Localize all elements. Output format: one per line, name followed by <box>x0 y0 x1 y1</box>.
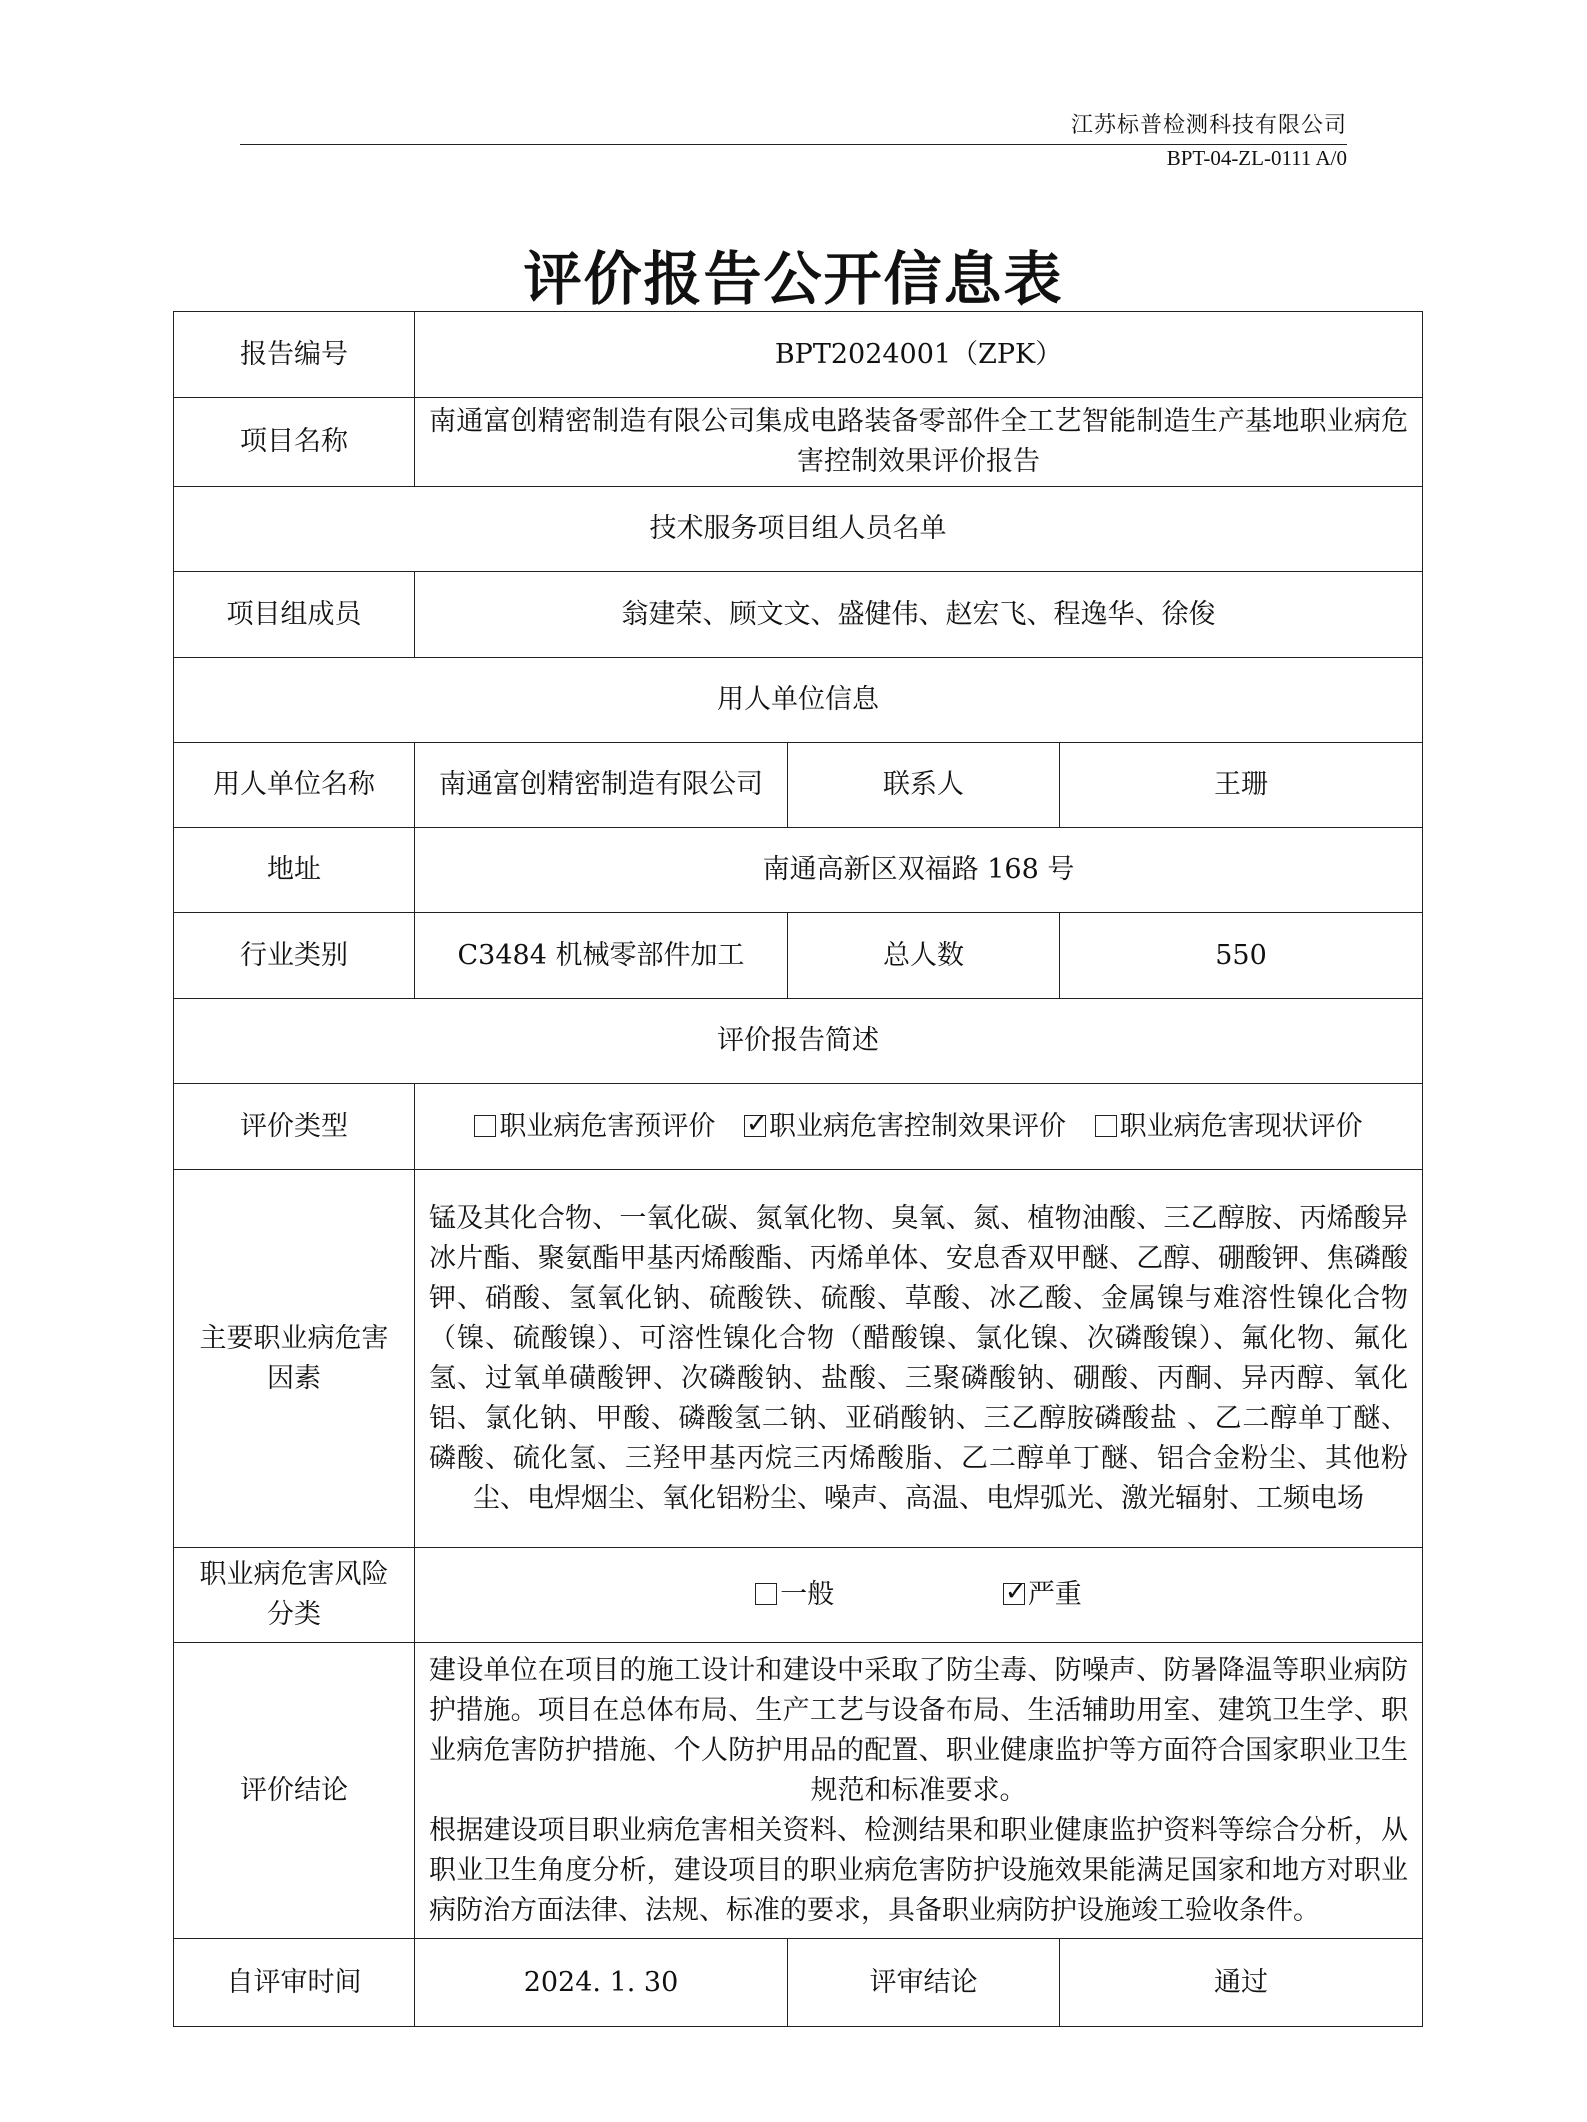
label-hazards: 主要职业病危害因素 <box>174 1170 415 1548</box>
header-rule <box>240 144 1347 145</box>
section-summary: 评价报告简述 <box>174 999 1423 1084</box>
label-address: 地址 <box>174 828 415 913</box>
row-report-no <box>174 312 1423 398</box>
label-eval-type: 评价类型 <box>174 1084 415 1170</box>
checkbox-icon[interactable] <box>474 1115 496 1137</box>
value-address: 南通高新区双福路 168 号 <box>415 828 1423 913</box>
section-team: 技术服务项目组人员名单 <box>174 487 1423 572</box>
row-review <box>174 1939 1423 2027</box>
value-project-name: 南通富创精密制造有限公司集成电路装备零部件全工艺智能制造生产基地职业病危害控制效果评价报告 <box>415 398 1423 487</box>
label-contact: 联系人 <box>788 743 1060 828</box>
company-name: 江苏标普检测科技有限公司 <box>1070 113 1347 138</box>
row-team <box>174 572 1423 658</box>
info-table <box>173 311 1423 2027</box>
label-report-no: 报告编号 <box>174 312 415 398</box>
value-review-result: 通过 <box>1060 1939 1423 2027</box>
value-team: 翁建荣、顾文文、盛健伟、赵宏飞、程逸华、徐俊 <box>415 572 1423 658</box>
value-eval-type <box>415 1084 1423 1170</box>
option-control-eval[interactable] <box>744 1111 1066 1142</box>
document-code: BPT-04-ZL-0111 A/0 <box>1166 146 1347 170</box>
row-conclusion <box>174 1643 1423 1939</box>
label-review-result: 评审结论 <box>788 1939 1060 2027</box>
value-report-no: BPT2024001（ZPK） <box>415 312 1423 398</box>
option-label: 职业病危害现状评价 <box>1119 1110 1363 1142</box>
value-contact: 王珊 <box>1060 743 1423 828</box>
checkbox-icon[interactable] <box>1095 1115 1117 1137</box>
row-address <box>174 828 1423 913</box>
conclusion-paragraph-1: 建设单位在项目的施工设计和建设中采取了防尘毒、防噪声、防暑降温等职业病防护措施。项目在总体布局、生产工艺与设备布局、生活辅助用室、建筑卫生学、职业病危害防护措施、个人防护用品的配置、职业健康监护等方面符合国家职业卫生规范和标准要求。 <box>429 1654 1409 1806</box>
option-label: 严重 <box>1027 1579 1082 1610</box>
option-risk-general[interactable] <box>755 1575 834 1615</box>
value-risk <box>415 1548 1423 1643</box>
checkbox-checked-icon[interactable] <box>744 1115 766 1137</box>
row-industry <box>174 913 1423 999</box>
option-label: 职业病危害控制效果评价 <box>769 1110 1067 1142</box>
row-team-section <box>174 487 1423 572</box>
label-review-date: 自评审时间 <box>174 1939 415 2027</box>
value-hazards: 锰及其化合物、一氧化碳、氮氧化物、臭氧、氮、植物油酸、三乙醇胺、丙烯酸异冰片酯、聚氨酯甲基丙烯酸酯、丙烯单体、安息香双甲醚、乙醇、硼酸钾、焦磷酸钾、硝酸、氢氧化钠、硫酸铁、硫酸、草酸、冰乙酸、金属镍与难溶性镍化合物（镍、硫酸镍）、可溶性镍化合物（醋酸镍、氯化镍、次磷酸镍）、氟化物、氟化氢、过氧单磺酸钾、次磷酸钠、盐酸、三聚磷酸钠、硼酸、丙酮、异丙醇、氧化铝、氯化钠、甲酸、磷酸氢二钠、亚硝酸钠、三乙醇胺磷酸盐 、乙二醇单丁醚、磷酸、硫化氢、三羟甲基丙烷三丙烯酸脂、乙二醇单丁醚、铝合金粉尘、其他粉尘、电焊烟尘、氧化铝粉尘、噪声、高温、电焊弧光、激光辐射、工频电场 <box>415 1170 1423 1548</box>
option-label: 职业病危害预评价 <box>499 1110 716 1142</box>
label-conclusion: 评价结论 <box>174 1643 415 1939</box>
label-risk: 职业病危害风险分类 <box>174 1548 415 1643</box>
row-eval-type <box>174 1084 1423 1170</box>
value-review-date: 2024. 1. 30 <box>415 1939 788 2027</box>
row-employer-section <box>174 658 1423 743</box>
label-industry: 行业类别 <box>174 913 415 999</box>
option-risk-serious[interactable] <box>1003 1575 1082 1615</box>
label-project-name: 项目名称 <box>174 398 415 487</box>
checkbox-icon[interactable] <box>755 1583 777 1605</box>
value-employer: 南通富创精密制造有限公司 <box>415 743 788 828</box>
page-title: 评价报告公开信息表 <box>523 245 1064 313</box>
label-headcount: 总人数 <box>788 913 1060 999</box>
option-pre-eval[interactable] <box>474 1111 715 1142</box>
section-employer: 用人单位信息 <box>174 658 1423 743</box>
label-employer: 用人单位名称 <box>174 743 415 828</box>
label-team: 项目组成员 <box>174 572 415 658</box>
option-label: 一般 <box>780 1579 835 1610</box>
row-summary-section <box>174 999 1423 1084</box>
checkbox-checked-icon[interactable] <box>1003 1583 1025 1605</box>
option-status-eval[interactable] <box>1095 1111 1363 1142</box>
row-project-name <box>174 398 1423 487</box>
row-risk <box>174 1548 1423 1643</box>
value-conclusion <box>415 1643 1423 1939</box>
conclusion-paragraph-2: 根据建设项目职业病危害相关资料、检测结果和职业健康监护资料等综合分析，从职业卫生角度分析，建设项目的职业病危害防护设施效果能满足国家和地方对职业病防治方面法律、法规、标准的要求，具备职业病防护设施竣工验收条件。 <box>429 1814 1409 1926</box>
row-employer <box>174 743 1423 828</box>
row-hazards <box>174 1170 1423 1548</box>
value-industry: C3484 机械零部件加工 <box>415 913 788 999</box>
value-headcount: 550 <box>1060 913 1423 999</box>
